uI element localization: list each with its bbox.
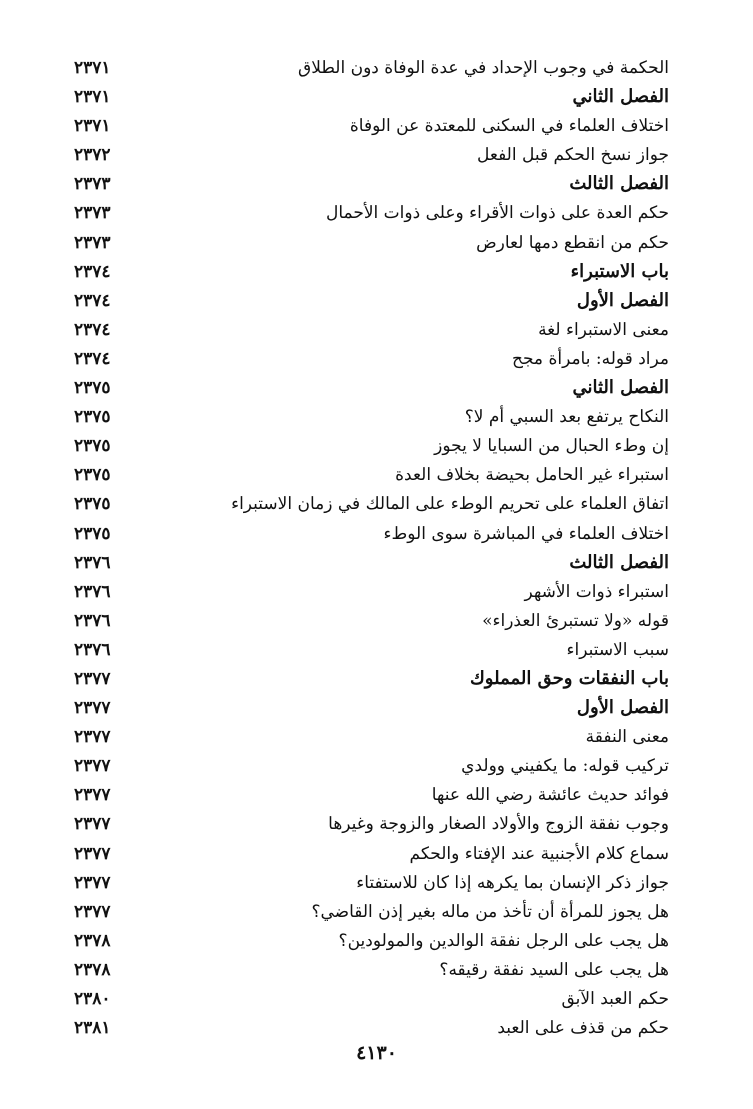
toc-entry-page: ٢٣٧٥ [74, 436, 111, 457]
toc-entry [0, 403, 753, 432]
toc-entry-title: سماع كلام الأجنبية عند الإفتاء والحكم [409, 843, 669, 864]
toc-entry-page: ٢٣٧٣ [74, 174, 111, 195]
toc-entry-title: جواز نسخ الحكم قبل الفعل [477, 145, 669, 166]
toc-entry-page: ٢٣٧٨ [74, 930, 111, 951]
toc-entry-page: ٢٣٧٤ [74, 319, 111, 340]
toc-entry-title: إن وطء الحبال من السبايا لا يجوز [434, 436, 669, 457]
toc-entry-title: باب النفقات وحق المملوك [469, 667, 669, 689]
toc-entry-page: ٢٣٧٧ [74, 727, 111, 748]
toc-entry-title: الفصل الثالث [569, 173, 669, 195]
toc-section-heading [0, 287, 753, 316]
toc-entry [0, 490, 753, 519]
toc-entry-title: حكم من قذف على العبد [497, 1018, 669, 1039]
toc-entry-title: الفصل الأول [576, 697, 669, 719]
toc-entry-title: تركيب قوله: ما يكفيني وولدي [461, 756, 669, 777]
toc-entry-page: ٢٣٧٦ [74, 639, 111, 660]
toc-entry-page: ٢٣٧٢ [74, 145, 111, 166]
toc-entry [0, 781, 753, 810]
toc-entry-title: هل يجوز للمرأة أن تأخذ من ماله بغير إذن القاضي؟ [311, 901, 669, 922]
toc-entry [0, 869, 753, 898]
toc-section-heading [0, 83, 753, 112]
toc-entry-page: ٢٣٧٧ [74, 756, 111, 777]
toc-section-heading [0, 665, 753, 694]
toc-entry-title: باب الاستبراء [570, 260, 669, 282]
toc-entry-page: ٢٣٧٥ [74, 523, 111, 544]
toc-entry-page: ٢٣٧٨ [74, 959, 111, 980]
toc-entry [0, 985, 753, 1014]
toc-entry-title: معنى الاستبراء لغة [538, 319, 669, 340]
toc-entry-title: حكم العبد الآبق [561, 989, 669, 1009]
toc-entry-title: جواز ذكر الإنسان بما يكرهه إذا كان للاستفتاء [356, 872, 669, 893]
toc-entry [0, 461, 753, 490]
toc-entry-title: الفصل الثاني [572, 377, 669, 399]
toc-entry [0, 898, 753, 927]
toc-entry [0, 141, 753, 170]
toc-entry [0, 927, 753, 956]
toc-entry-title: وجوب نفقة الزوج والأولاد الصغار والزوجة وغيرها [328, 814, 669, 835]
toc-entry-page: ٢٣٧٧ [74, 814, 111, 835]
toc-entry-title: استبراء ذوات الأشهر [524, 581, 669, 602]
toc-entry-title: معنى النفقة [585, 727, 669, 748]
toc-entry-title: قوله «ولا تستبرئ العذراء» [482, 610, 669, 631]
toc-entry-page: ٢٣٧٧ [74, 668, 111, 689]
toc-entry [0, 607, 753, 636]
toc-entry-title: هل يجب على الرجل نفقة الوالدين والمولودين؟ [338, 930, 669, 951]
toc-entry [0, 840, 753, 869]
toc-entry-title: الفصل الثالث [569, 551, 669, 573]
toc-entry [0, 432, 753, 461]
toc-entry [0, 316, 753, 345]
toc-entry-page: ٢٣٧٦ [74, 581, 111, 602]
toc-section-heading [0, 549, 753, 578]
page-number: ٤١٣٠ [356, 1042, 397, 1064]
toc-entry-title: اختلاف العلماء في السكنى للمعتدة عن الوفاة [349, 116, 669, 137]
toc-entry-page: ٢٣٧١ [74, 116, 111, 137]
toc-entry-page: ٢٣٧٥ [74, 494, 111, 515]
toc-entry [0, 956, 753, 985]
toc-entry-page: ٢٣٧٥ [74, 407, 111, 428]
toc-entry-page: ٢٣٧٤ [74, 348, 111, 369]
toc-section-heading [0, 374, 753, 403]
toc-entry-title: اختلاف العلماء في المباشرة سوى الوطء [383, 523, 669, 544]
toc-entry [0, 54, 753, 83]
toc-entry [0, 1014, 753, 1043]
toc-entry [0, 229, 753, 258]
toc-entry-page: ٢٣٨٠ [74, 989, 111, 1009]
toc-entry-page: ٢٣٧٣ [74, 203, 111, 224]
toc-entry-page: ٢٣٧٣ [74, 232, 111, 253]
toc-entry-page: ٢٣٧٧ [74, 785, 111, 806]
toc-entry-page: ٢٣٧٧ [74, 698, 111, 719]
toc-entry-title: الحكمة في وجوب الإحداد في عدة الوفاة دون الطلاق [298, 58, 669, 78]
toc-entry [0, 199, 753, 228]
toc-entry [0, 752, 753, 781]
toc-entry-page: ٢٣٧٧ [74, 843, 111, 864]
toc-entry-title: حكم العدة على ذوات الأقراء وعلى ذوات الأحمال [325, 203, 669, 224]
toc-entry-title: حكم من انقطع دمها لعارض [476, 232, 669, 253]
toc-entry-page: ٢٣٧٤ [74, 261, 111, 282]
toc-entry-title: هل يجب على السيد نفقة رقيقه؟ [439, 959, 669, 980]
toc-entry [0, 520, 753, 549]
toc-entry-page: ٢٣٨١ [74, 1018, 111, 1039]
toc-entry-title: مراد قوله: بامرأة مجح [511, 348, 669, 369]
toc-entry-page: ٢٣٧٥ [74, 378, 111, 399]
table-of-contents [0, 54, 753, 1043]
toc-entry-page: ٢٣٧٧ [74, 901, 111, 922]
toc-entry-title: سبب الاستبراء [566, 639, 669, 660]
toc-section-heading [0, 258, 753, 287]
toc-entry-title: استبراء غير الحامل بحيضة بخلاف العدة [395, 465, 669, 486]
toc-entry-title: الفصل الثاني [572, 86, 669, 108]
toc-entry-page: ٢٣٧٥ [74, 465, 111, 486]
toc-section-heading [0, 694, 753, 723]
toc-entry-page: ٢٣٧٦ [74, 610, 111, 631]
toc-entry [0, 112, 753, 141]
toc-entry [0, 345, 753, 374]
toc-entry-title: النكاح يرتفع بعد السبي أم لا؟ [464, 407, 669, 428]
toc-entry-title: فوائد حديث عائشة رضي الله عنها [431, 785, 669, 806]
toc-entry-page: ٢٣٧١ [74, 87, 111, 108]
toc-entry-page: ٢٣٧٤ [74, 290, 111, 311]
toc-entry-title: الفصل الأول [576, 289, 669, 311]
toc-entry [0, 636, 753, 665]
toc-section-heading [0, 170, 753, 199]
toc-entry [0, 723, 753, 752]
toc-entry [0, 810, 753, 839]
toc-entry-title: اتفاق العلماء على تحريم الوطء على المالك في زمان الاستبراء [231, 494, 669, 515]
toc-entry-page: ٢٣٧٧ [74, 872, 111, 893]
toc-entry [0, 578, 753, 607]
toc-entry-page: ٢٣٧١ [74, 58, 111, 78]
toc-entry-page: ٢٣٧٦ [74, 552, 111, 573]
